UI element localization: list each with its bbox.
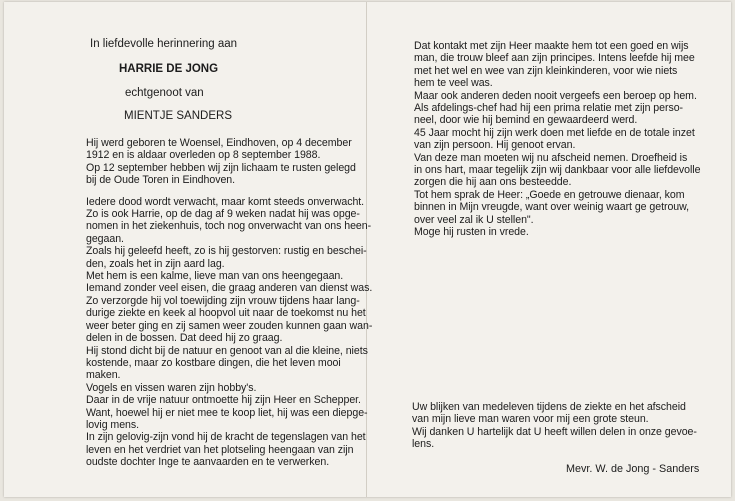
text-line: oudste dochter Inge te aanvaarden en te verwerken. [86, 456, 330, 469]
text-line: Hij stond dicht bij de natuur en genoot van al die kleine, niets [86, 344, 368, 357]
text-line: hem te veel was. [414, 77, 493, 90]
memorial-paragraph [86, 196, 372, 469]
text-line: Van deze man moeten wij nu afscheid nemen. Droefheid is [414, 151, 688, 164]
text-line: Met hem is een kalme, lieve man van ons heengegaan. [86, 270, 344, 283]
text-line: weer beter ging en zij samen weer zouden kunnen gaan wan- [86, 319, 373, 332]
text-line: Tot hem sprak de Heer: „Goede en getrouwe dienaar, kom [414, 188, 685, 201]
text-line: zorgen die hij aan ons besteedde. [414, 176, 572, 189]
text-line: over veel zal ik U stellen". [414, 213, 534, 226]
relation-line: echtgenoot van [125, 87, 204, 99]
text-line: Hij werd geboren te Woensel, Eindhoven, op 4 december [86, 137, 352, 149]
faith-paragraph [414, 40, 700, 239]
text-line: Iedere dood wordt verwacht, maar komt steeds onverwacht. [86, 195, 365, 208]
intro-line: In liefdevolle herinnering aan [90, 38, 238, 50]
text-line: maken. [86, 369, 121, 382]
right-column [414, 40, 700, 242]
text-line: in ons hart, maar tegelijk zijn wij dankbaar voor alle liefdevolle [414, 164, 701, 177]
text-line: Wij danken U hartelijk dat U heeft willen delen in onze gevoe- [412, 425, 697, 438]
text-line: leven en het verdriet van het plotseling heengaan van zijn [86, 443, 354, 456]
text-line: den, zoals het in zijn aard lag. [86, 257, 225, 270]
spouse-name: MIENTJE SANDERS [124, 110, 232, 122]
text-line: gegaan. [86, 232, 124, 245]
text-line: Maar ook anderen deden nooit vergeefs een beroep op hem. [414, 89, 697, 102]
text-line: lens. [412, 438, 435, 451]
text-line: Daar in de vrije natuur ontmoette hij zijn Heer en Schepper. [86, 394, 361, 407]
text-line: nomen in het ziekenhuis, toch nog onverwacht van ons heen- [86, 220, 372, 233]
text-line: Uw blijken van medeleven tijdens de ziekte en het afscheid [412, 401, 686, 413]
text-line: durige ziekte en keek al hoopvol uit naar de toekomst nu het [86, 307, 366, 320]
text-line: Zo verzorgde hij vol toewijding zijn vrouw tijdens haar lang- [86, 294, 360, 307]
text-line: Als afdelings-chef had hij een prima relatie met zijn perso- [414, 102, 684, 115]
signature: Mevr. W. de Jong - Sanders [566, 463, 700, 475]
text-line: bij de Oude Toren in Eindhoven. [86, 174, 236, 187]
deceased-name: HARRIE DE JONG [119, 63, 219, 75]
text-line: van zijn persoon. Hij genoot ervan. [414, 139, 576, 152]
text-line: Vogels en vissen waren zijn hobby's. [86, 381, 257, 394]
thanks-block [412, 401, 697, 454]
birth-paragraph [86, 137, 372, 187]
text-line: Want, hoewel hij er niet mee te koop liet, hij was een diepge- [86, 406, 368, 419]
text-line: Moge hij rusten in vrede. [414, 226, 529, 239]
text-line: van mijn lieve man waren voor mij een grote steun. [412, 413, 649, 426]
left-column [86, 137, 372, 472]
text-line: In zijn gelovig-zijn vond hij de kracht de tegenslagen van het [86, 431, 366, 444]
text-line: binnen in Mijn vreugde, want over weinig waart ge getrouw, [414, 201, 690, 214]
text-line: Op 12 september hebben wij zijn lichaam te rusten gelegd [86, 161, 356, 174]
text-line: lovig mens. [86, 418, 140, 431]
text-line: Zoals hij geleefd heeft, zo is hij gestorven: rustig en beschei- [86, 245, 367, 258]
text-line: neel, door wie hij bemind en gewaardeerd werd. [414, 114, 638, 127]
text-line: Iemand zonder veel eisen, die graag anderen van dienst was. [86, 282, 373, 295]
text-line: 1912 en is aldaar overleden op 8 september 1988. [86, 149, 321, 162]
text-line: Zo is ook Harrie, op de dag af 9 weken nadat hij was opge- [86, 208, 360, 221]
text-line: 45 Jaar mocht hij zijn werk doen met liefde en de totale inzet [414, 126, 695, 139]
text-line: Dat kontakt met zijn Heer maakte hem tot een goed en wijs [414, 40, 689, 52]
text-line: man, die trouw bleef aan zijn principes. Intens leefde hij mee [414, 52, 695, 65]
thanks-paragraph [412, 401, 697, 451]
text-line: kostende, maar zo kostbare dingen, die het leven mooi [86, 356, 341, 369]
text-line: delen in de bossen. Dat deed hij zo graag. [86, 332, 283, 345]
text-line: met het wel en wee van zijn kleinkinderen, voor wie niets [414, 64, 678, 77]
